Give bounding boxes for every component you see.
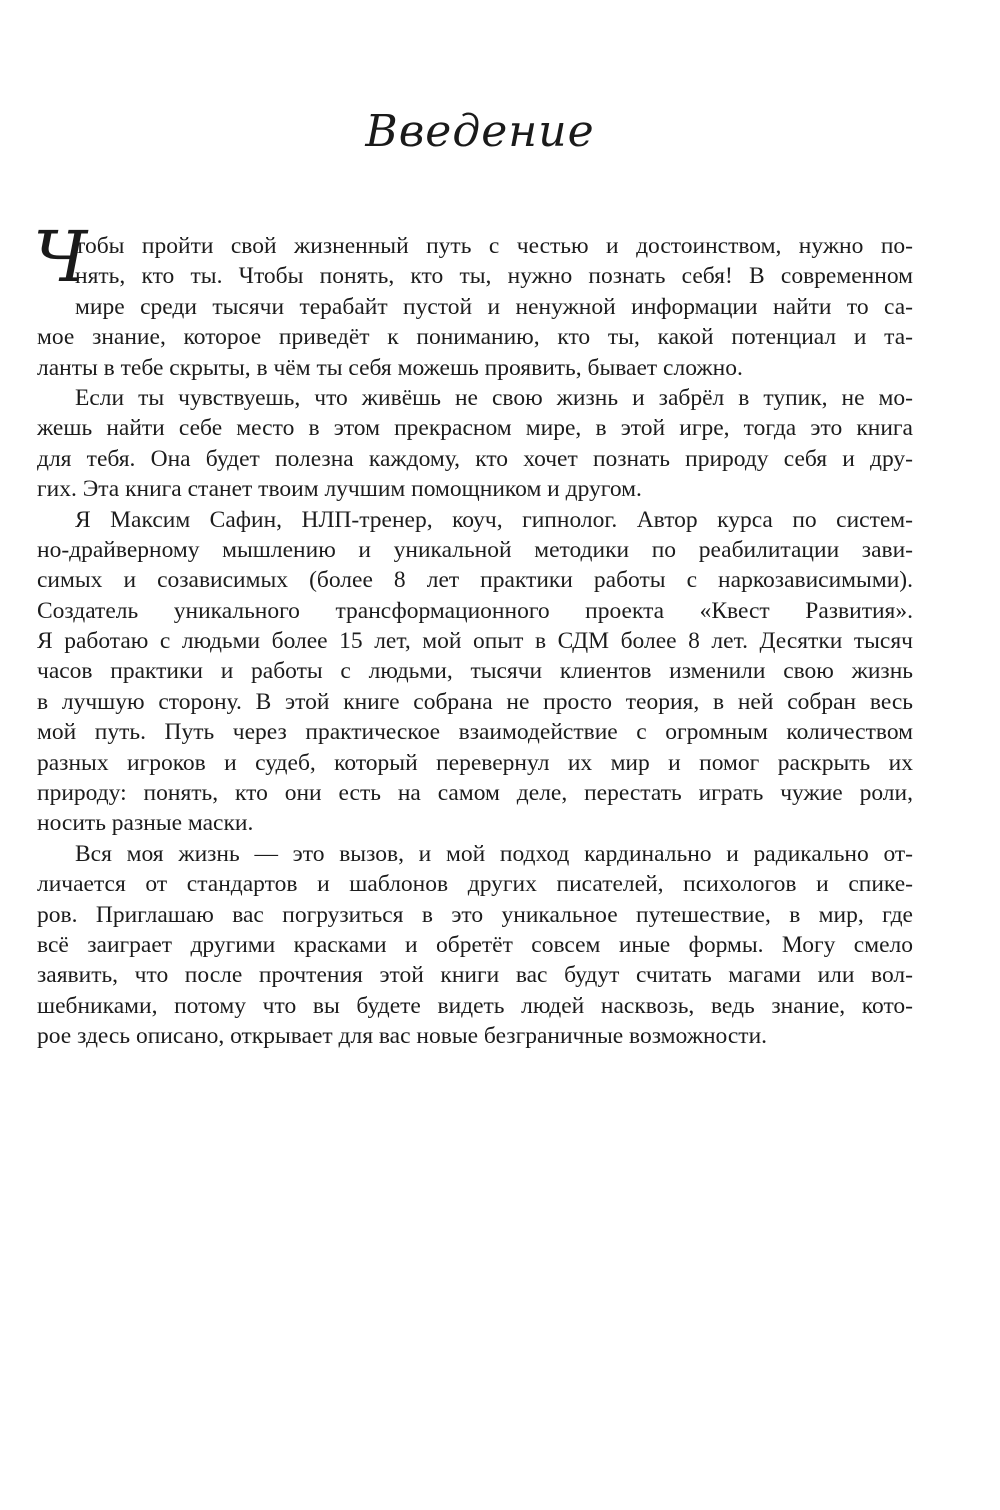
text-line: симых и созависимых (более 8 лет практики работы с наркозависимыми). [37,567,913,594]
text-line: рое здесь описано, открывает для вас новые безграничные возможности. [37,1023,768,1050]
text-line: Я работаю с людьми более 15 лет, мой опыт в СДМ более 8 лет. Десятки тысяч [37,628,913,655]
text-line: заявить, что после прочтения этой книги вас будут считать магами или вол- [37,962,913,989]
text-line: гих. Эта книга станет твоим лучшим помощником и другом. [37,476,642,503]
text-line: ров. Приглашаю вас погрузиться в это уникальное путешествие, в мир, где [37,901,913,928]
drop-cap: Ч [33,216,88,298]
text-line: в лучшую сторону. В этой книге собрана не просто теория, в ней собран весь [37,688,913,715]
text-line: мой путь. Путь через практическое взаимодействие с огромным количеством [37,719,913,746]
text-line: Вся моя жизнь — это вызов, и мой подход кардинально и радикально от- [75,840,913,867]
text-line: Я Максим Сафин, НЛП-тренер, коуч, гипнолог. Автор курса по систем- [75,506,913,533]
text-line: часов практики и работы с людьми, тысячи клиентов изменили свою жизнь [37,658,913,685]
text-line: всё заиграет другими красками и обретёт совсем иные формы. Могу смело [37,931,913,958]
text-line: для тебя. Она будет полезна каждому, кто хочет познать природу себя и дру- [37,445,913,472]
text-line: но-драйверному мышлению и уникальной методики по реабилитации зави- [37,536,913,563]
text-line: шебниками, потому что вы будете видеть людей насквозь, ведь знание, кото- [37,992,913,1019]
body-text [37,231,913,1052]
chapter-title: Введение [365,106,595,157]
text-line: личается от стандартов и шаблонов других писателей, психологов и спике- [37,871,913,898]
text-line: ланты в тебе скрыты, в чём ты себя можешь проявить, бывает сложно. [37,354,743,381]
text-line: мире среди тысячи терабайт пустой и ненужной информации найти то са- [75,293,913,320]
text-line: Создатель уникального трансформационного проекта «Квест Развития». [37,597,913,624]
text-line: Если ты чувствуешь, что живёшь не свою жизнь и забрёл в тупик, не мо- [75,384,913,411]
text-line: разных игроков и судеб, который перевернул их мир и помог раскрыть их [37,749,913,776]
text-line: носить разные маски. [37,810,254,837]
text-line: природу: понять, кто они есть на самом деле, перестать играть чужие роли, [37,780,913,807]
text-line: мое знание, которое приведёт к пониманию, кто ты, какой потенциал и та- [37,324,913,351]
text-line: тобы пройти свой жизненный путь с честью и достоинством, нужно по- [75,233,913,259]
text-line: нять, кто ты. Чтобы понять, кто ты, нужно познать себя! В современном [75,263,913,290]
text-line: жешь найти себе место в этом прекрасном мире, в этой игре, тогда это книга [37,415,913,442]
